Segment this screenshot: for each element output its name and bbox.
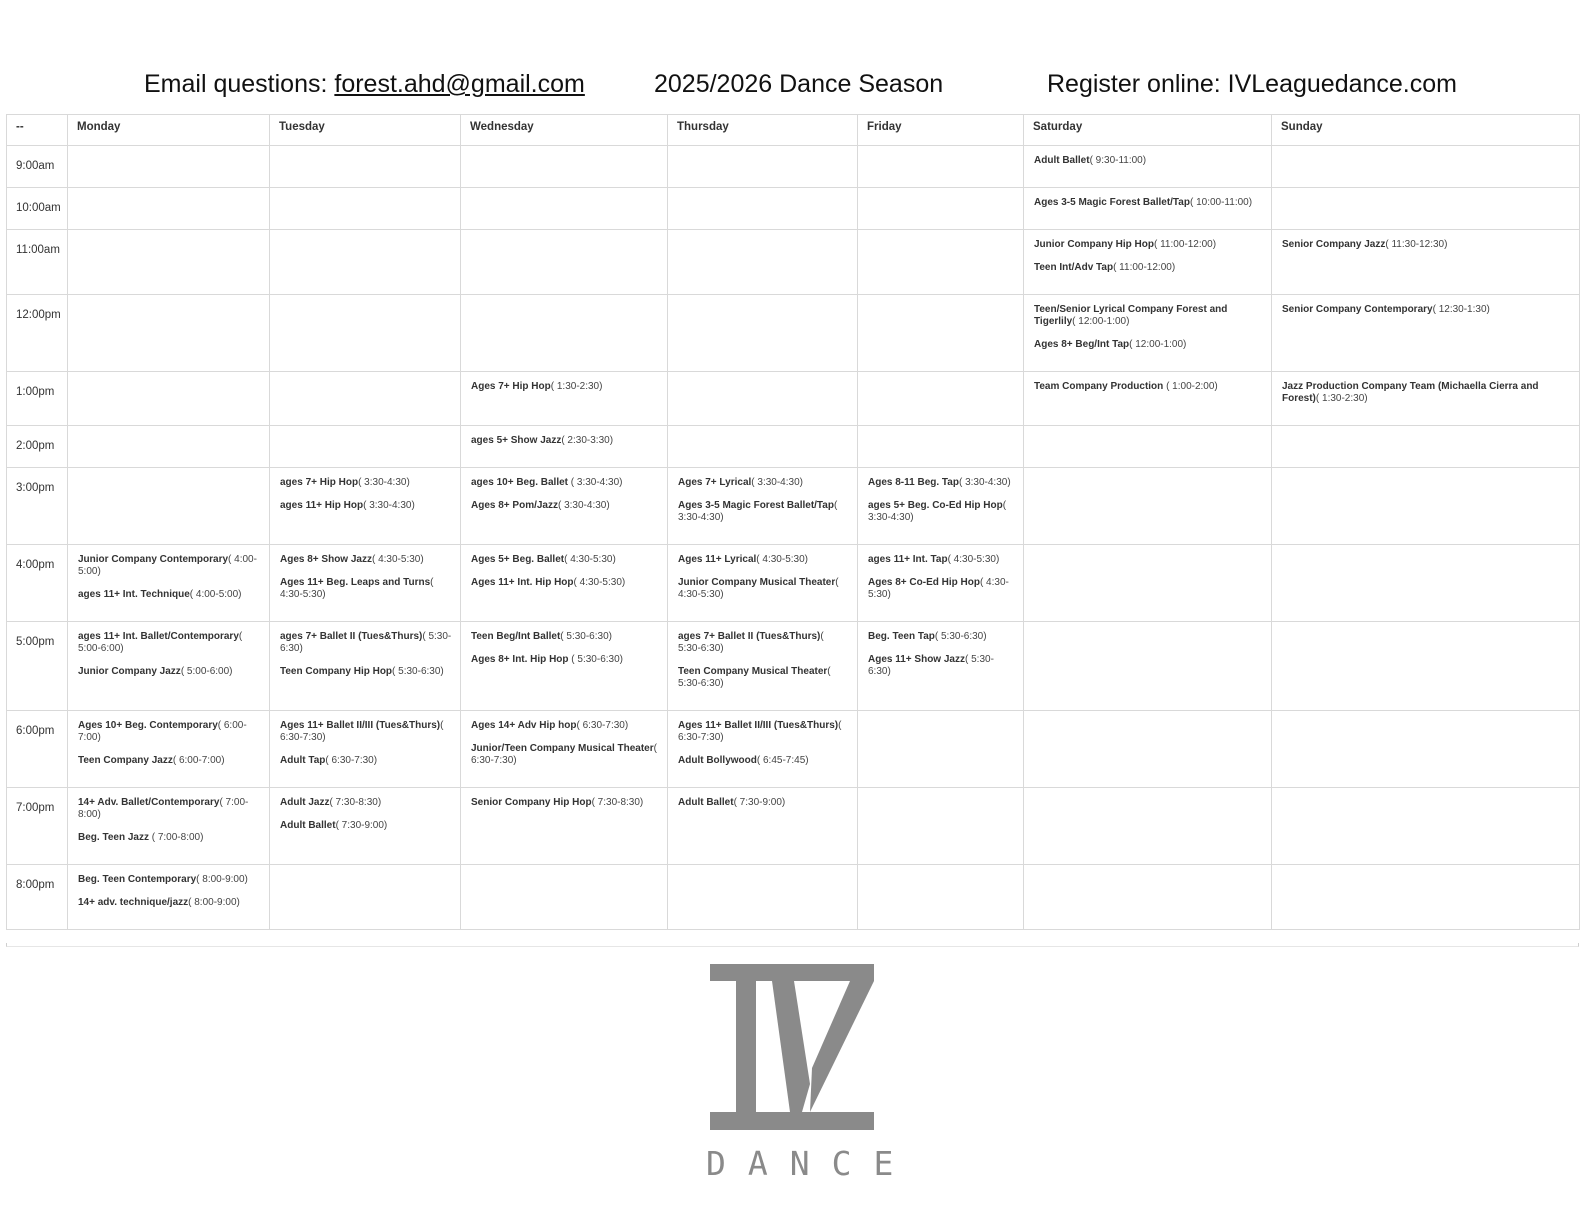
schedule-row bbox=[7, 788, 1580, 865]
schedule-cell bbox=[668, 622, 858, 711]
schedule-cell bbox=[668, 295, 858, 372]
class-name: 14+ Adv. Ballet/Contemporary bbox=[78, 797, 220, 808]
page-header bbox=[0, 70, 1584, 106]
schedule-cell bbox=[461, 295, 668, 372]
class-entry bbox=[471, 477, 659, 489]
schedule-cell bbox=[461, 372, 668, 426]
class-name: Adult Jazz bbox=[280, 797, 330, 808]
class-entry bbox=[280, 631, 452, 655]
schedule-cell bbox=[1272, 230, 1580, 295]
time-slot-label: 5:00pm bbox=[7, 622, 68, 711]
class-entry bbox=[280, 720, 452, 744]
class-name: Ages 11+ Lyrical bbox=[678, 554, 757, 565]
column-header-saturday: Saturday bbox=[1024, 115, 1272, 146]
class-name: Ages 11+ Beg. Leaps and Turns bbox=[280, 577, 431, 588]
class-entry bbox=[280, 500, 452, 512]
schedule-cell bbox=[68, 146, 270, 188]
class-name: Teen Company Musical Theater bbox=[678, 666, 828, 677]
schedule-cell bbox=[68, 230, 270, 295]
class-time: ( 5:30-6:30) bbox=[280, 631, 452, 654]
email-link[interactable]: forest.ahd@gmail.com bbox=[334, 70, 585, 98]
schedule-row bbox=[7, 865, 1580, 930]
schedule-cell bbox=[858, 372, 1024, 426]
class-time: ( 4:30-5:30) bbox=[678, 577, 839, 600]
class-entry bbox=[1034, 155, 1263, 167]
class-name: Ages 8+ Co-Ed Hip Hop bbox=[868, 577, 980, 588]
class-entry bbox=[78, 897, 261, 909]
schedule-cell bbox=[1024, 865, 1272, 930]
class-time: ( 5:30-6:30) bbox=[571, 654, 623, 665]
class-entry bbox=[1034, 239, 1263, 251]
schedule-row bbox=[7, 372, 1580, 426]
schedule-header-row bbox=[7, 115, 1580, 146]
class-time: ( 3:30-4:30) bbox=[557, 500, 610, 511]
class-name: ages 7+ Hip Hop bbox=[280, 477, 359, 488]
schedule-cell bbox=[1024, 188, 1272, 230]
class-name: Ages 11+ Ballet II/III (Tues&Thurs) bbox=[280, 720, 441, 731]
class-entry bbox=[1034, 339, 1263, 351]
schedule-cell bbox=[461, 622, 668, 711]
class-time: ( 5:00-6:00) bbox=[180, 666, 233, 677]
class-time: ( 3:30-4:30) bbox=[751, 477, 803, 488]
class-time: ( 3:30-4:30) bbox=[358, 477, 410, 488]
time-slot-label: 12:00pm bbox=[7, 295, 68, 372]
schedule-table bbox=[6, 114, 1580, 930]
schedule-cell bbox=[1024, 711, 1272, 788]
schedule-row bbox=[7, 468, 1580, 545]
class-time: ( 2:30-3:30) bbox=[561, 435, 614, 446]
schedule-cell bbox=[1272, 295, 1580, 372]
class-name: Senior Company Hip Hop bbox=[471, 797, 592, 808]
class-name: Ages 5+ Beg. Ballet bbox=[471, 554, 565, 565]
class-time: ( 5:30-6:30) bbox=[934, 631, 987, 642]
class-time: ( 3:30-4:30) bbox=[570, 477, 623, 488]
class-entry bbox=[1034, 262, 1263, 274]
class-time: ( 3:30-4:30) bbox=[868, 500, 1007, 523]
class-entry bbox=[471, 381, 659, 393]
schedule-cell bbox=[1272, 622, 1580, 711]
schedule-cell bbox=[858, 426, 1024, 468]
class-name: Team Company Production bbox=[1034, 381, 1167, 392]
schedule-row bbox=[7, 295, 1580, 372]
column-header-thursday: Thursday bbox=[668, 115, 858, 146]
schedule-cell bbox=[461, 426, 668, 468]
class-time: ( 4:30-5:30) bbox=[756, 554, 808, 565]
class-name: Adult Ballet bbox=[280, 820, 336, 831]
schedule-row bbox=[7, 622, 1580, 711]
schedule-cell bbox=[668, 865, 858, 930]
schedule-cell bbox=[270, 295, 461, 372]
class-name: Ages 10+ Beg. Contemporary bbox=[78, 720, 218, 731]
schedule-cell bbox=[461, 865, 668, 930]
class-time: ( 4:00-5:00) bbox=[189, 589, 242, 600]
schedule-cell bbox=[1272, 865, 1580, 930]
class-time: ( 6:00-7:00) bbox=[172, 755, 225, 766]
class-entry bbox=[471, 554, 659, 566]
class-entry bbox=[280, 820, 452, 832]
schedule-cell bbox=[668, 188, 858, 230]
class-entry bbox=[280, 755, 452, 767]
schedule-cell bbox=[668, 426, 858, 468]
class-name: Teen Int/Adv Tap bbox=[1034, 262, 1114, 273]
class-name: Ages 11+ Int. Hip Hop bbox=[471, 577, 574, 588]
class-entry bbox=[1034, 304, 1263, 328]
class-time: ( 7:30-9:00) bbox=[733, 797, 786, 808]
class-time: ( 1:30-2:30) bbox=[1315, 393, 1368, 404]
class-entry bbox=[280, 477, 452, 489]
schedule-cell bbox=[1024, 468, 1272, 545]
class-time: ( 6:30-7:30) bbox=[325, 755, 378, 766]
class-entry bbox=[78, 832, 261, 844]
class-name: Ages 3-5 Magic Forest Ballet/Tap bbox=[678, 500, 834, 511]
schedule-cell bbox=[68, 788, 270, 865]
schedule-cell bbox=[270, 622, 461, 711]
schedule-cell bbox=[68, 468, 270, 545]
class-name: Adult Bollywood bbox=[678, 755, 757, 766]
class-name: Ages 8+ Pom/Jazz bbox=[471, 500, 558, 511]
class-time: ( 6:30-7:30) bbox=[280, 720, 444, 743]
schedule-cell bbox=[68, 711, 270, 788]
class-time: ( 1:00-2:00) bbox=[1166, 381, 1218, 392]
class-entry bbox=[868, 554, 1015, 566]
class-entry bbox=[280, 554, 452, 566]
table-bottom-edge bbox=[6, 943, 1579, 947]
class-name: Ages 7+ Hip Hop bbox=[471, 381, 551, 392]
class-entry bbox=[678, 500, 849, 524]
schedule-cell bbox=[1272, 545, 1580, 622]
schedule-cell bbox=[668, 146, 858, 188]
class-name: ages 11+ Int. Ballet/Contemporary bbox=[78, 631, 239, 642]
class-entry bbox=[78, 631, 261, 655]
schedule-cell bbox=[461, 188, 668, 230]
schedule-cell bbox=[668, 468, 858, 545]
class-name: Ages 8+ Show Jazz bbox=[280, 554, 372, 565]
class-entry bbox=[678, 755, 849, 767]
schedule-cell bbox=[270, 545, 461, 622]
column-header-sunday: Sunday bbox=[1272, 115, 1580, 146]
class-entry bbox=[471, 435, 659, 447]
class-time: ( 7:30-8:30) bbox=[329, 797, 382, 808]
schedule-cell bbox=[68, 188, 270, 230]
class-name: Beg. Teen Jazz bbox=[78, 832, 152, 843]
class-entry bbox=[868, 654, 1015, 678]
class-time: ( 11:00-12:00) bbox=[1113, 262, 1176, 273]
schedule-cell bbox=[668, 788, 858, 865]
class-entry bbox=[471, 500, 659, 512]
schedule-cell bbox=[270, 426, 461, 468]
schedule-body bbox=[7, 146, 1580, 930]
column-header-time: -- bbox=[7, 115, 68, 146]
time-slot-label: 8:00pm bbox=[7, 865, 68, 930]
class-name: Teen/Senior Lyrical Company Forest and Tigerlily bbox=[1034, 304, 1228, 327]
class-entry bbox=[1282, 381, 1571, 405]
schedule-cell bbox=[858, 468, 1024, 545]
schedule-cell bbox=[270, 146, 461, 188]
class-time: ( 6:00-7:00) bbox=[78, 720, 247, 743]
column-header-wednesday: Wednesday bbox=[461, 115, 668, 146]
class-time: ( 5:30-6:30) bbox=[560, 631, 612, 642]
email-label: Email questions: bbox=[144, 70, 335, 98]
class-time: ( 6:30-7:30) bbox=[576, 720, 629, 731]
class-entry bbox=[280, 577, 452, 601]
class-entry bbox=[280, 797, 452, 809]
schedule-cell bbox=[1024, 372, 1272, 426]
class-name: Senior Company Contemporary bbox=[1282, 304, 1433, 315]
class-entry bbox=[471, 654, 659, 666]
class-entry bbox=[868, 500, 1015, 524]
schedule-cell bbox=[270, 230, 461, 295]
class-entry bbox=[678, 631, 849, 655]
class-entry bbox=[868, 631, 1015, 643]
class-entry bbox=[78, 797, 261, 821]
schedule-cell bbox=[1024, 788, 1272, 865]
schedule-cell bbox=[668, 711, 858, 788]
class-time: ( 5:00-6:00) bbox=[78, 631, 243, 654]
schedule-cell bbox=[461, 788, 668, 865]
schedule-cell bbox=[1024, 426, 1272, 468]
schedule-cell bbox=[270, 788, 461, 865]
schedule-cell bbox=[1272, 788, 1580, 865]
class-time: ( 4:30-5:30) bbox=[280, 577, 434, 600]
class-name: Junior Company Musical Theater bbox=[678, 577, 836, 588]
class-entry bbox=[471, 797, 659, 809]
schedule-cell bbox=[858, 146, 1024, 188]
schedule-cell bbox=[858, 295, 1024, 372]
class-time: ( 6:45-7:45) bbox=[756, 755, 809, 766]
schedule-row bbox=[7, 146, 1580, 188]
class-time: ( 3:30-4:30) bbox=[678, 500, 838, 523]
schedule-cell bbox=[858, 230, 1024, 295]
time-slot-label: 7:00pm bbox=[7, 788, 68, 865]
email-info bbox=[144, 70, 585, 99]
class-name: 14+ adv. technique/jazz bbox=[78, 897, 189, 908]
schedule-cell bbox=[461, 230, 668, 295]
class-entry bbox=[678, 797, 849, 809]
class-name: Junior Company Contemporary bbox=[78, 554, 229, 565]
class-time: ( 12:00-1:00) bbox=[1072, 316, 1130, 327]
time-slot-label: 10:00am bbox=[7, 188, 68, 230]
time-slot-label: 1:00pm bbox=[7, 372, 68, 426]
class-name: Junior Company Hip Hop bbox=[1034, 239, 1154, 250]
schedule-cell bbox=[858, 788, 1024, 865]
column-header-friday: Friday bbox=[858, 115, 1024, 146]
class-time: ( 7:30-8:30) bbox=[591, 797, 644, 808]
class-time: ( 4:30-5:30) bbox=[564, 554, 616, 565]
schedule-cell bbox=[858, 188, 1024, 230]
class-entry bbox=[78, 874, 261, 886]
class-name: Adult Ballet bbox=[678, 797, 734, 808]
class-time: ( 9:30-11:00) bbox=[1089, 155, 1147, 166]
time-slot-label: 2:00pm bbox=[7, 426, 68, 468]
class-name: Teen Company Hip Hop bbox=[280, 666, 393, 677]
schedule-cell bbox=[1024, 230, 1272, 295]
schedule-cell bbox=[1272, 188, 1580, 230]
schedule-cell bbox=[668, 230, 858, 295]
schedule-row bbox=[7, 711, 1580, 788]
class-name: ages 11+ Int. Technique bbox=[78, 589, 190, 600]
schedule-cell bbox=[1024, 545, 1272, 622]
class-time: ( 8:00-9:00) bbox=[188, 897, 240, 908]
class-time: ( 8:00-9:00) bbox=[196, 874, 248, 885]
time-slot-label: 4:00pm bbox=[7, 545, 68, 622]
schedule-cell bbox=[1024, 622, 1272, 711]
class-time: ( 10:00-11:00) bbox=[1189, 197, 1253, 208]
class-name: Ages 3-5 Magic Forest Ballet/Tap bbox=[1034, 197, 1190, 208]
schedule-cell bbox=[68, 622, 270, 711]
class-entry bbox=[678, 477, 849, 489]
schedule-row bbox=[7, 230, 1580, 295]
schedule-cell bbox=[68, 372, 270, 426]
class-entry bbox=[1282, 304, 1571, 316]
schedule-cell bbox=[270, 372, 461, 426]
column-header-monday: Monday bbox=[68, 115, 270, 146]
schedule-cell bbox=[461, 146, 668, 188]
class-name: Ages 8+ Int. Hip Hop bbox=[471, 654, 572, 665]
class-time: ( 5:30-6:30) bbox=[392, 666, 444, 677]
class-time: ( 11:30-12:30) bbox=[1385, 239, 1448, 250]
class-entry bbox=[1282, 239, 1571, 251]
class-name: Jazz Production Company Team (Michaella Cierra and Forest) bbox=[1282, 381, 1539, 404]
schedule-cell bbox=[858, 545, 1024, 622]
class-entry bbox=[280, 666, 452, 678]
time-slot-label: 3:00pm bbox=[7, 468, 68, 545]
time-slot-label: 9:00am bbox=[7, 146, 68, 188]
class-name: Ages 11+ Ballet II/III (Tues&Thurs) bbox=[678, 720, 839, 731]
schedule-cell bbox=[270, 188, 461, 230]
class-time: ( 3:30-4:30) bbox=[363, 500, 415, 511]
class-entry bbox=[471, 577, 659, 589]
class-name: Ages 7+ Lyrical bbox=[678, 477, 752, 488]
class-entry bbox=[1034, 197, 1263, 209]
class-time: ( 7:00-8:00) bbox=[78, 797, 249, 820]
class-name: Adult Ballet bbox=[1034, 155, 1090, 166]
schedule-cell bbox=[68, 865, 270, 930]
schedule-cell bbox=[270, 711, 461, 788]
time-slot-label: 6:00pm bbox=[7, 711, 68, 788]
schedule-row bbox=[7, 188, 1580, 230]
class-time: ( 5:30-6:30) bbox=[678, 666, 831, 689]
class-name: ages 11+ Int. Tap bbox=[868, 554, 948, 565]
class-time: ( 6:30-7:30) bbox=[471, 743, 657, 766]
class-name: Beg. Teen Contemporary bbox=[78, 874, 197, 885]
register-info: Register online: IVLeaguedance.com bbox=[1047, 70, 1457, 98]
class-time: ( 4:30-5:30) bbox=[947, 554, 1000, 565]
class-name: Teen Company Jazz bbox=[78, 755, 173, 766]
class-name: Beg. Teen Tap bbox=[868, 631, 935, 642]
class-time: ( 12:00-1:00) bbox=[1129, 339, 1187, 350]
class-name: ages 10+ Beg. Ballet bbox=[471, 477, 571, 488]
schedule-cell bbox=[858, 865, 1024, 930]
class-name: ages 7+ Ballet II (Tues&Thurs) bbox=[280, 631, 423, 642]
class-entry bbox=[78, 720, 261, 744]
class-entry bbox=[868, 577, 1015, 601]
schedule-cell bbox=[1272, 372, 1580, 426]
class-name: Junior/Teen Company Musical Theater bbox=[471, 743, 654, 754]
schedule-cell bbox=[1272, 711, 1580, 788]
schedule-cell bbox=[68, 295, 270, 372]
class-entry bbox=[78, 755, 261, 767]
class-entry bbox=[78, 666, 261, 678]
column-header-tuesday: Tuesday bbox=[270, 115, 461, 146]
schedule-cell bbox=[270, 865, 461, 930]
class-entry bbox=[471, 631, 659, 643]
schedule-cell bbox=[1024, 146, 1272, 188]
class-name: Ages 11+ Show Jazz bbox=[868, 654, 965, 665]
class-entry bbox=[78, 589, 261, 601]
class-time: ( 4:00-5:00) bbox=[78, 554, 257, 577]
schedule-cell bbox=[461, 468, 668, 545]
class-name: ages 7+ Ballet II (Tues&Thurs) bbox=[678, 631, 821, 642]
class-time: ( 4:30-5:30) bbox=[573, 577, 626, 588]
class-name: Teen Beg/Int Ballet bbox=[471, 631, 561, 642]
class-name: Ages 8+ Beg/Int Tap bbox=[1034, 339, 1130, 350]
class-entry bbox=[78, 554, 261, 578]
iv-logo-icon bbox=[710, 964, 877, 1130]
class-entry bbox=[471, 720, 659, 732]
class-name: Senior Company Jazz bbox=[1282, 239, 1386, 250]
schedule-cell bbox=[858, 711, 1024, 788]
class-name: Ages 8-11 Beg. Tap bbox=[868, 477, 959, 488]
schedule-cell bbox=[1272, 146, 1580, 188]
schedule-row bbox=[7, 426, 1580, 468]
schedule-cell bbox=[461, 711, 668, 788]
class-time: ( 6:30-7:30) bbox=[678, 720, 842, 743]
class-time: ( 7:30-9:00) bbox=[335, 820, 388, 831]
class-entry bbox=[678, 554, 849, 566]
class-time: ( 11:00-12:00) bbox=[1154, 239, 1217, 250]
class-name: ages 5+ Show Jazz bbox=[471, 435, 562, 446]
class-time: ( 7:00-8:00) bbox=[151, 832, 204, 843]
class-time: ( 5:30-6:30) bbox=[868, 654, 994, 677]
schedule-row bbox=[7, 545, 1580, 622]
class-time: ( 4:30-5:30) bbox=[868, 577, 1009, 600]
logo-dance-text: DANCE bbox=[706, 1144, 916, 1183]
class-time: ( 5:30-6:30) bbox=[678, 631, 824, 654]
schedule-cell bbox=[668, 372, 858, 426]
class-entry bbox=[471, 743, 659, 767]
schedule-cell bbox=[1272, 426, 1580, 468]
class-name: Adult Tap bbox=[280, 755, 326, 766]
schedule-cell bbox=[668, 545, 858, 622]
class-name: Ages 14+ Adv Hip hop bbox=[471, 720, 577, 731]
class-time: ( 1:30-2:30) bbox=[550, 381, 603, 392]
class-entry bbox=[678, 577, 849, 601]
schedule-cell bbox=[1272, 468, 1580, 545]
class-entry bbox=[868, 477, 1015, 489]
class-time: ( 3:30-4:30) bbox=[958, 477, 1011, 488]
schedule-cell bbox=[461, 545, 668, 622]
schedule-cell bbox=[68, 426, 270, 468]
class-entry bbox=[1034, 381, 1263, 393]
class-name: ages 5+ Beg. Co-Ed Hip Hop bbox=[868, 500, 1003, 511]
class-name: ages 11+ Hip Hop bbox=[280, 500, 364, 511]
class-entry bbox=[678, 666, 849, 690]
schedule-cell bbox=[270, 468, 461, 545]
class-time: ( 4:30-5:30) bbox=[371, 554, 424, 565]
class-time: ( 12:30-1:30) bbox=[1432, 304, 1490, 315]
time-slot-label: 11:00am bbox=[7, 230, 68, 295]
class-name: Junior Company Jazz bbox=[78, 666, 181, 677]
schedule-cell bbox=[1024, 295, 1272, 372]
schedule-cell bbox=[68, 545, 270, 622]
season-title: 2025/2026 Dance Season bbox=[654, 70, 944, 98]
schedule-cell bbox=[858, 622, 1024, 711]
class-entry bbox=[678, 720, 849, 744]
